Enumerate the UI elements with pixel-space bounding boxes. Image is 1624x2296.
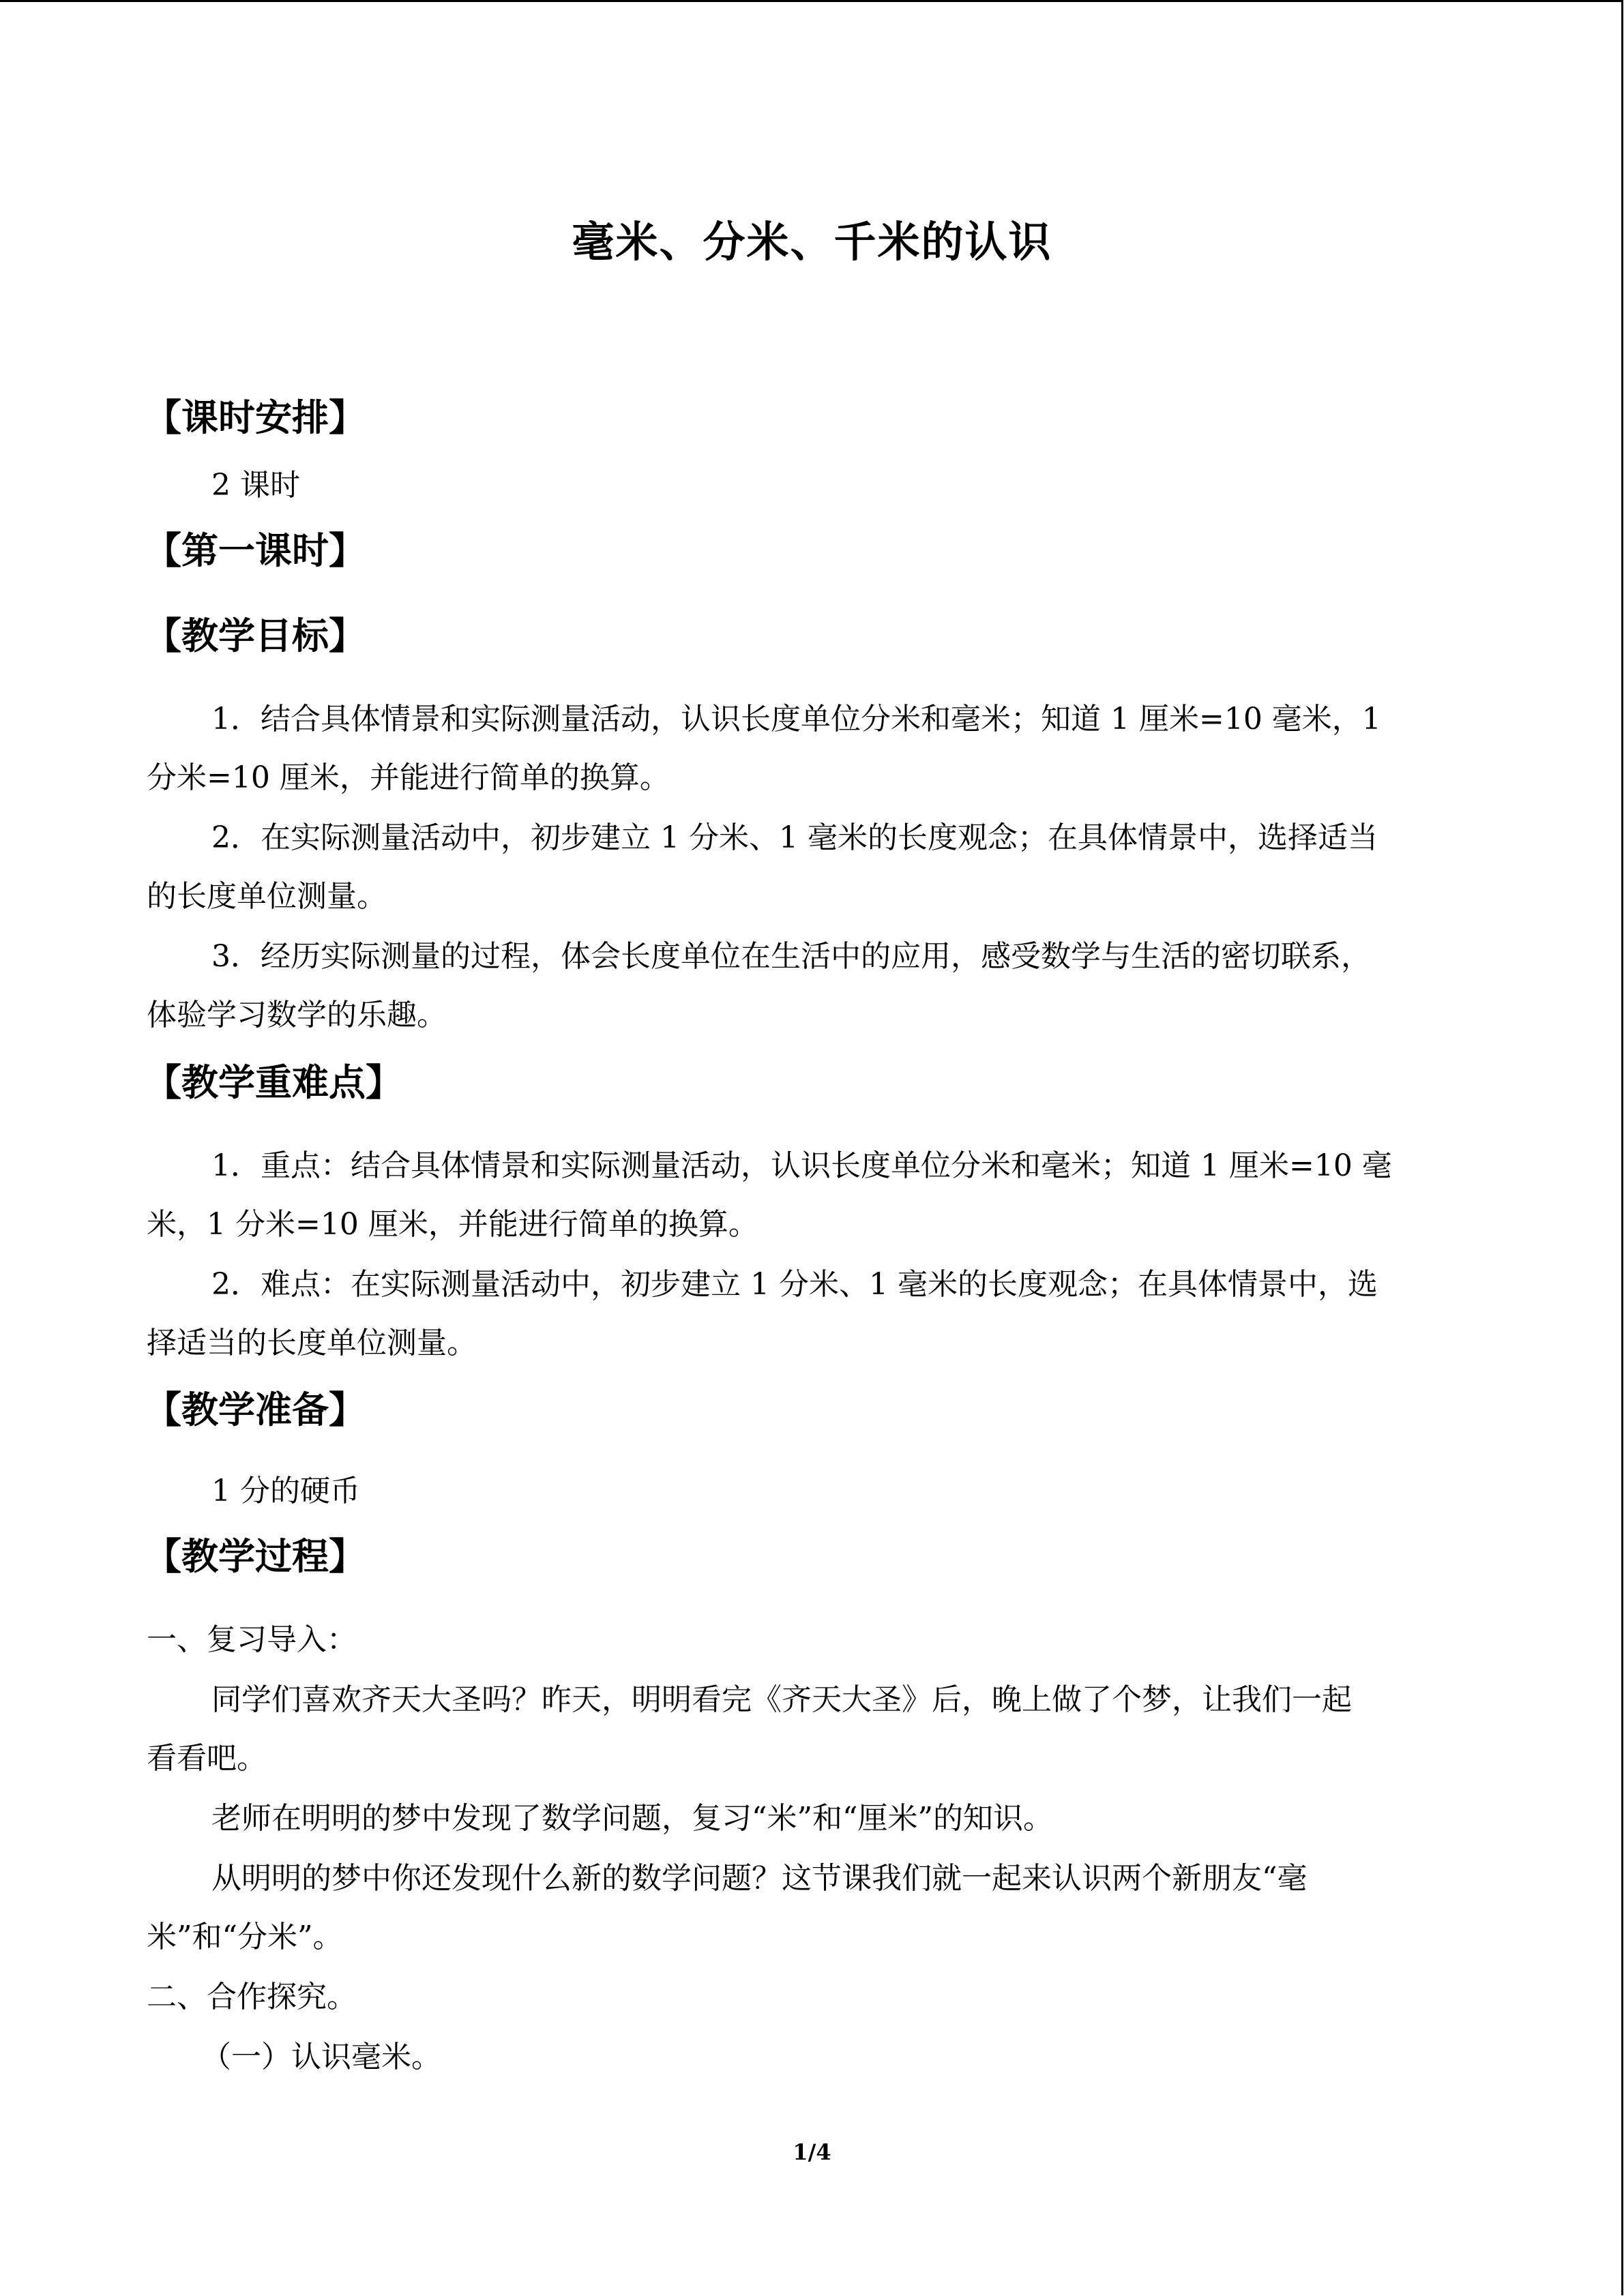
goals-line-6: 体验学习数学的乐趣。 [147, 998, 447, 1032]
goals-line-1: 1．结合具体情景和实际测量活动，认识长度单位分米和毫米；知道 1 厘米=10 毫米，1 [211, 702, 1381, 736]
goals-line-4: 的长度单位测量。 [147, 879, 387, 914]
heading-schedule: 【课时安排】 [145, 396, 366, 439]
heading-preparation: 【教学准备】 [145, 1388, 366, 1431]
process-line-6: 米”和“分米”。 [147, 1920, 343, 1954]
schedule-content: 2 课时 [211, 468, 300, 503]
heading-first-lesson: 【第一课时】 [145, 529, 366, 572]
preparation-content: 1 分的硬币 [211, 1474, 360, 1508]
process-line-7: 二、合作探究。 [147, 1980, 357, 2014]
process-line-5: 从明明的梦中你还发现什么新的数学问题？这节课我们就一起来认识两个新朋友“毫 [211, 1861, 1308, 1896]
goals-line-2: 分米=10 厘米，并能进行简单的换算。 [147, 760, 670, 795]
heading-process: 【教学过程】 [145, 1535, 366, 1578]
page-number: 1/4 [793, 2139, 831, 2165]
heading-goals: 【教学目标】 [145, 614, 366, 657]
key-points-line-3: 2．难点：在实际测量活动中，初步建立 1 分米、1 毫米的长度观念；在具体情景中，选 [211, 1267, 1378, 1302]
heading-key-points: 【教学重难点】 [145, 1061, 402, 1104]
process-line-8: （一）认识毫米。 [201, 2040, 441, 2074]
process-line-2: 同学们喜欢齐天大圣吗？昨天，明明看完《齐天大圣》后，晚上做了个梦，让我们一起 [211, 1682, 1352, 1717]
key-points-line-2: 米，1 分米=10 厘米，并能进行简单的换算。 [147, 1207, 758, 1242]
document-title: 毫米、分米、千米的认识 [572, 217, 1052, 267]
process-line-3: 看看吧。 [147, 1741, 267, 1776]
process-line-1: 一、复习导入： [147, 1622, 357, 1657]
goals-line-3: 2．在实际测量活动中，初步建立 1 分米、1 毫米的长度观念；在具体情景中，选择适当 [211, 820, 1378, 855]
goals-line-5: 3．经历实际测量的过程，体会长度单位在生活中的应用，感受数学与生活的密切联系， [211, 939, 1371, 974]
process-line-4: 老师在明明的梦中发现了数学问题，复习“米”和“厘米”的知识。 [211, 1801, 1053, 1836]
key-points-line-4: 择适当的长度单位测量。 [147, 1326, 477, 1360]
key-points-line-1: 1．重点：结合具体情景和实际测量活动，认识长度单位分米和毫米；知道 1 厘米=10 毫 [211, 1148, 1392, 1183]
